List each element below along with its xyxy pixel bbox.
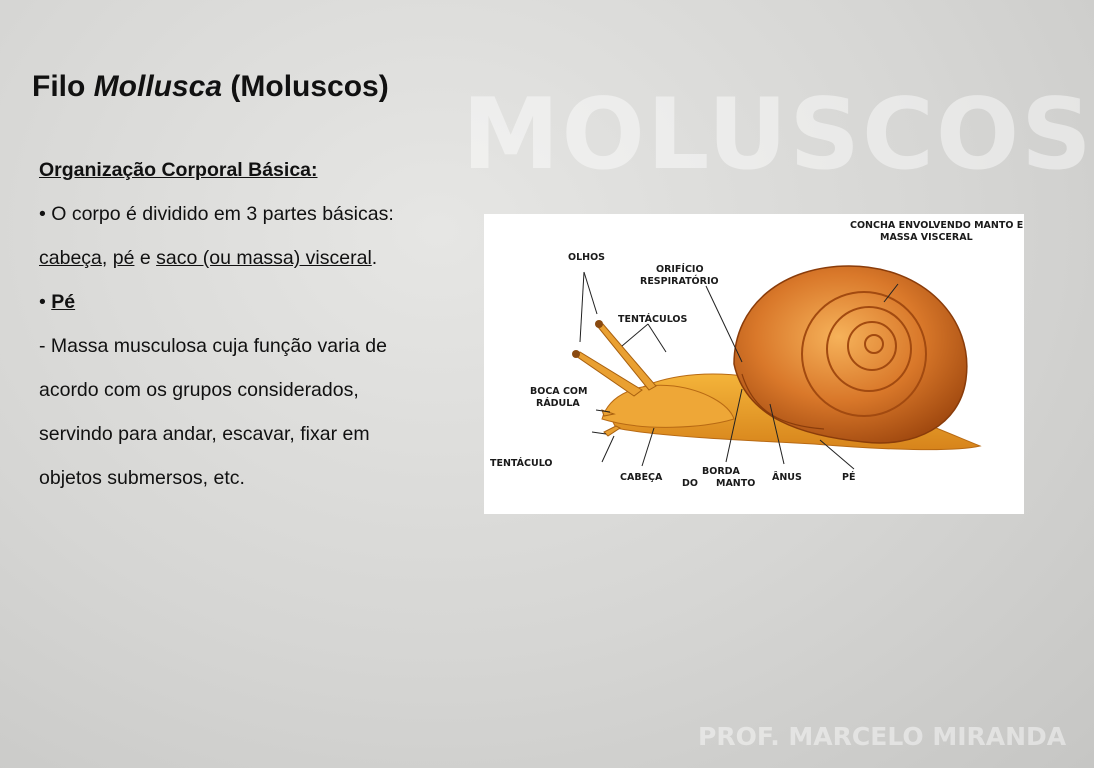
lower-tentacle-2 <box>604 426 620 436</box>
foot-label: Pé <box>51 291 76 313</box>
eye-left <box>572 350 580 358</box>
separator-and: e <box>134 247 157 269</box>
background-watermark: MOLUSCOS <box>462 78 1094 192</box>
label-shell-line2: MASSA VISCERAL <box>880 232 973 243</box>
snail-illustration <box>484 214 1024 514</box>
foot-description-line: objetos submersos, etc. <box>39 467 245 489</box>
label-respiratory-orifice-line2: RESPIRATÓRIO <box>640 276 719 287</box>
separator-comma: , <box>101 247 113 269</box>
label-mantle-edge-line1: BORDA <box>702 466 740 477</box>
label-eyes: OLHOS <box>568 252 605 263</box>
snail-anatomy-figure <box>484 214 1024 514</box>
bullet-marker: • <box>39 291 52 313</box>
bullet-body-parts: • O corpo é dividido em 3 partes básicas: <box>39 203 394 225</box>
foot-description-line: servindo para andar, escavar, fixar em <box>39 423 370 445</box>
label-anus: ÂNUS <box>772 472 802 483</box>
label-foot: PÉ <box>842 472 856 483</box>
body-parts-line <box>39 236 489 280</box>
label-mouth-line2: RÁDULA <box>536 398 580 409</box>
label-tentacles: TENTÁCULOS <box>618 314 688 325</box>
title-prefix: Filo <box>32 70 86 103</box>
foot-description-line: acordo com os grupos considerados, <box>39 379 359 401</box>
section-heading: Organização Corporal Básica: <box>39 159 318 181</box>
eye-right <box>595 320 603 328</box>
label-mantle-edge-line2: MANTO <box>716 478 756 489</box>
label-shell-line1: CONCHA ENVOLVENDO MANTO E <box>850 220 1024 231</box>
title-scientific-name: Mollusca <box>93 70 223 103</box>
label-mouth-line1: BOCA COM <box>530 386 588 397</box>
author-credit: PROF. MARCELO MIRANDA <box>698 722 1067 751</box>
slide-title <box>32 70 389 104</box>
upper-tentacle-right <box>598 324 656 390</box>
title-suffix: (Moluscos) <box>230 70 389 103</box>
label-respiratory-orifice-line1: ORIFÍCIO <box>656 264 704 275</box>
label-head: CABEÇA <box>620 472 663 483</box>
part-foot: pé <box>112 247 135 269</box>
label-tentacle: TENTÁCULO <box>490 458 553 469</box>
foot-description-line: - Massa musculosa cuja função varia de <box>39 335 387 357</box>
body-text <box>39 148 489 500</box>
part-visceral-mass: saco (ou massa) visceral <box>156 247 372 269</box>
label-mantle-edge-do: DO <box>682 478 698 489</box>
part-head: cabeça <box>39 247 102 269</box>
bullet-foot <box>39 280 489 324</box>
sentence-end: . <box>371 247 378 269</box>
